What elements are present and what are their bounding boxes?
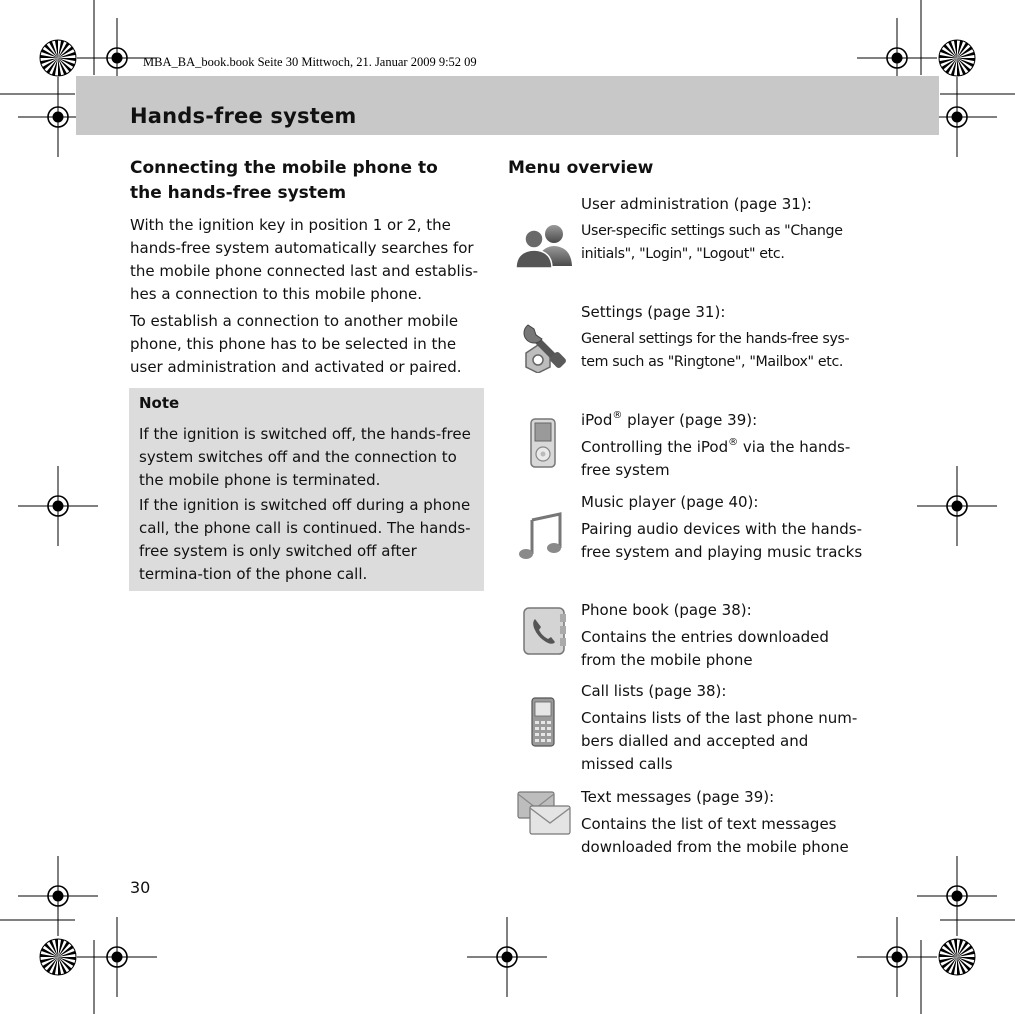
phone-book-icon [522,606,568,660]
wrench-icon [520,323,570,377]
starburst-mark [939,40,975,76]
connect-para-2: To establish a connection to another mobile phone, this phone has to be selected in the user administration and activated or paired. [130,312,462,376]
menu-item-desc: Pairing audio devices with the hands-free system and playing music tracks [581,520,863,561]
registration-mark [77,917,157,997]
menu-item-music [581,491,866,564]
menu-item-title: Phone book (page 38): [581,601,752,619]
page-number: 30 [130,878,151,897]
menu-item-call-lists [581,680,866,776]
menu-item-title [581,409,866,432]
registration-mark [917,856,997,936]
ipod-icon [530,418,556,472]
note-title: Note [139,394,180,412]
starburst-mark [939,939,975,975]
starburst-mark [40,939,76,975]
menu-item-desc: General settings for the hands-free sys-tem such as "Ringtone", "Mailbox" etc. [581,331,850,370]
menu-item-phonebook [581,599,866,672]
title-sup: ® [612,410,623,421]
print-header: MBA_BA_book.book Seite 30 Mittwoch, 21. Januar 2009 9:52 09 [143,55,477,69]
left-column [130,156,484,379]
registration-mark [467,917,547,997]
menu-item-desc: Contains the list of text messages downloaded from the mobile phone [581,815,849,856]
menu-item-title: Text messages (page 39): [581,788,775,806]
registration-mark [857,917,937,997]
note-para-1: If the ignition is switched off, the hands-free system switches off and the connection to the mobile phone is terminated. [139,425,471,489]
desc-sup: ® [728,437,739,448]
menu-item-desc: Contains the entries downloaded from the mobile phone [581,628,829,669]
menu-item-title: Music player (page 40): [581,493,759,511]
connect-heading: Connecting the mobile phone to the hands-free system [130,158,438,203]
title-post: player (page 39): [622,411,758,429]
menu-item-ipod [581,409,866,482]
registration-mark [917,466,997,546]
menu-heading: Menu overview [508,158,654,178]
envelope-icon [516,790,572,842]
connect-para-1: With the ignition key in position 1 or 2, the hands-free system automatically searches for the mobile phone connected last and establis-hes a connection to this mobile phone. [130,216,479,303]
menu-item-desc: User-specific settings such as "Change initials", "Login", "Logout" etc. [581,223,843,262]
note-para-2: If the ignition is switched off during a phone call, the phone call is continued. The hands-free system is only switched off after termina-tion of the phone call. [139,496,471,583]
section-title: Hands-free system [130,104,357,128]
menu-item-desc [581,436,866,482]
registration-mark [18,466,98,546]
desc-post: via the hands-free system [581,438,851,479]
menu-item-title: User administration (page 31): [581,195,812,213]
menu-item-title: Call lists (page 38): [581,682,727,700]
menu-item-user-admin [581,193,866,266]
starburst-mark [40,40,76,76]
music-note-icon [518,512,564,564]
users-icon [514,222,576,274]
mobile-phone-icon [531,697,555,751]
desc-pre: Controlling the iPod [581,438,729,456]
menu-item-desc: Contains lists of the last phone num-bers dialled and accepted and missed calls [581,709,858,773]
menu-item-settings [581,301,866,374]
menu-item-text-messages [581,786,866,859]
title-pre: iPod [581,411,613,429]
note-box [129,388,484,591]
menu-item-title: Settings (page 31): [581,303,726,321]
registration-mark [18,856,98,936]
